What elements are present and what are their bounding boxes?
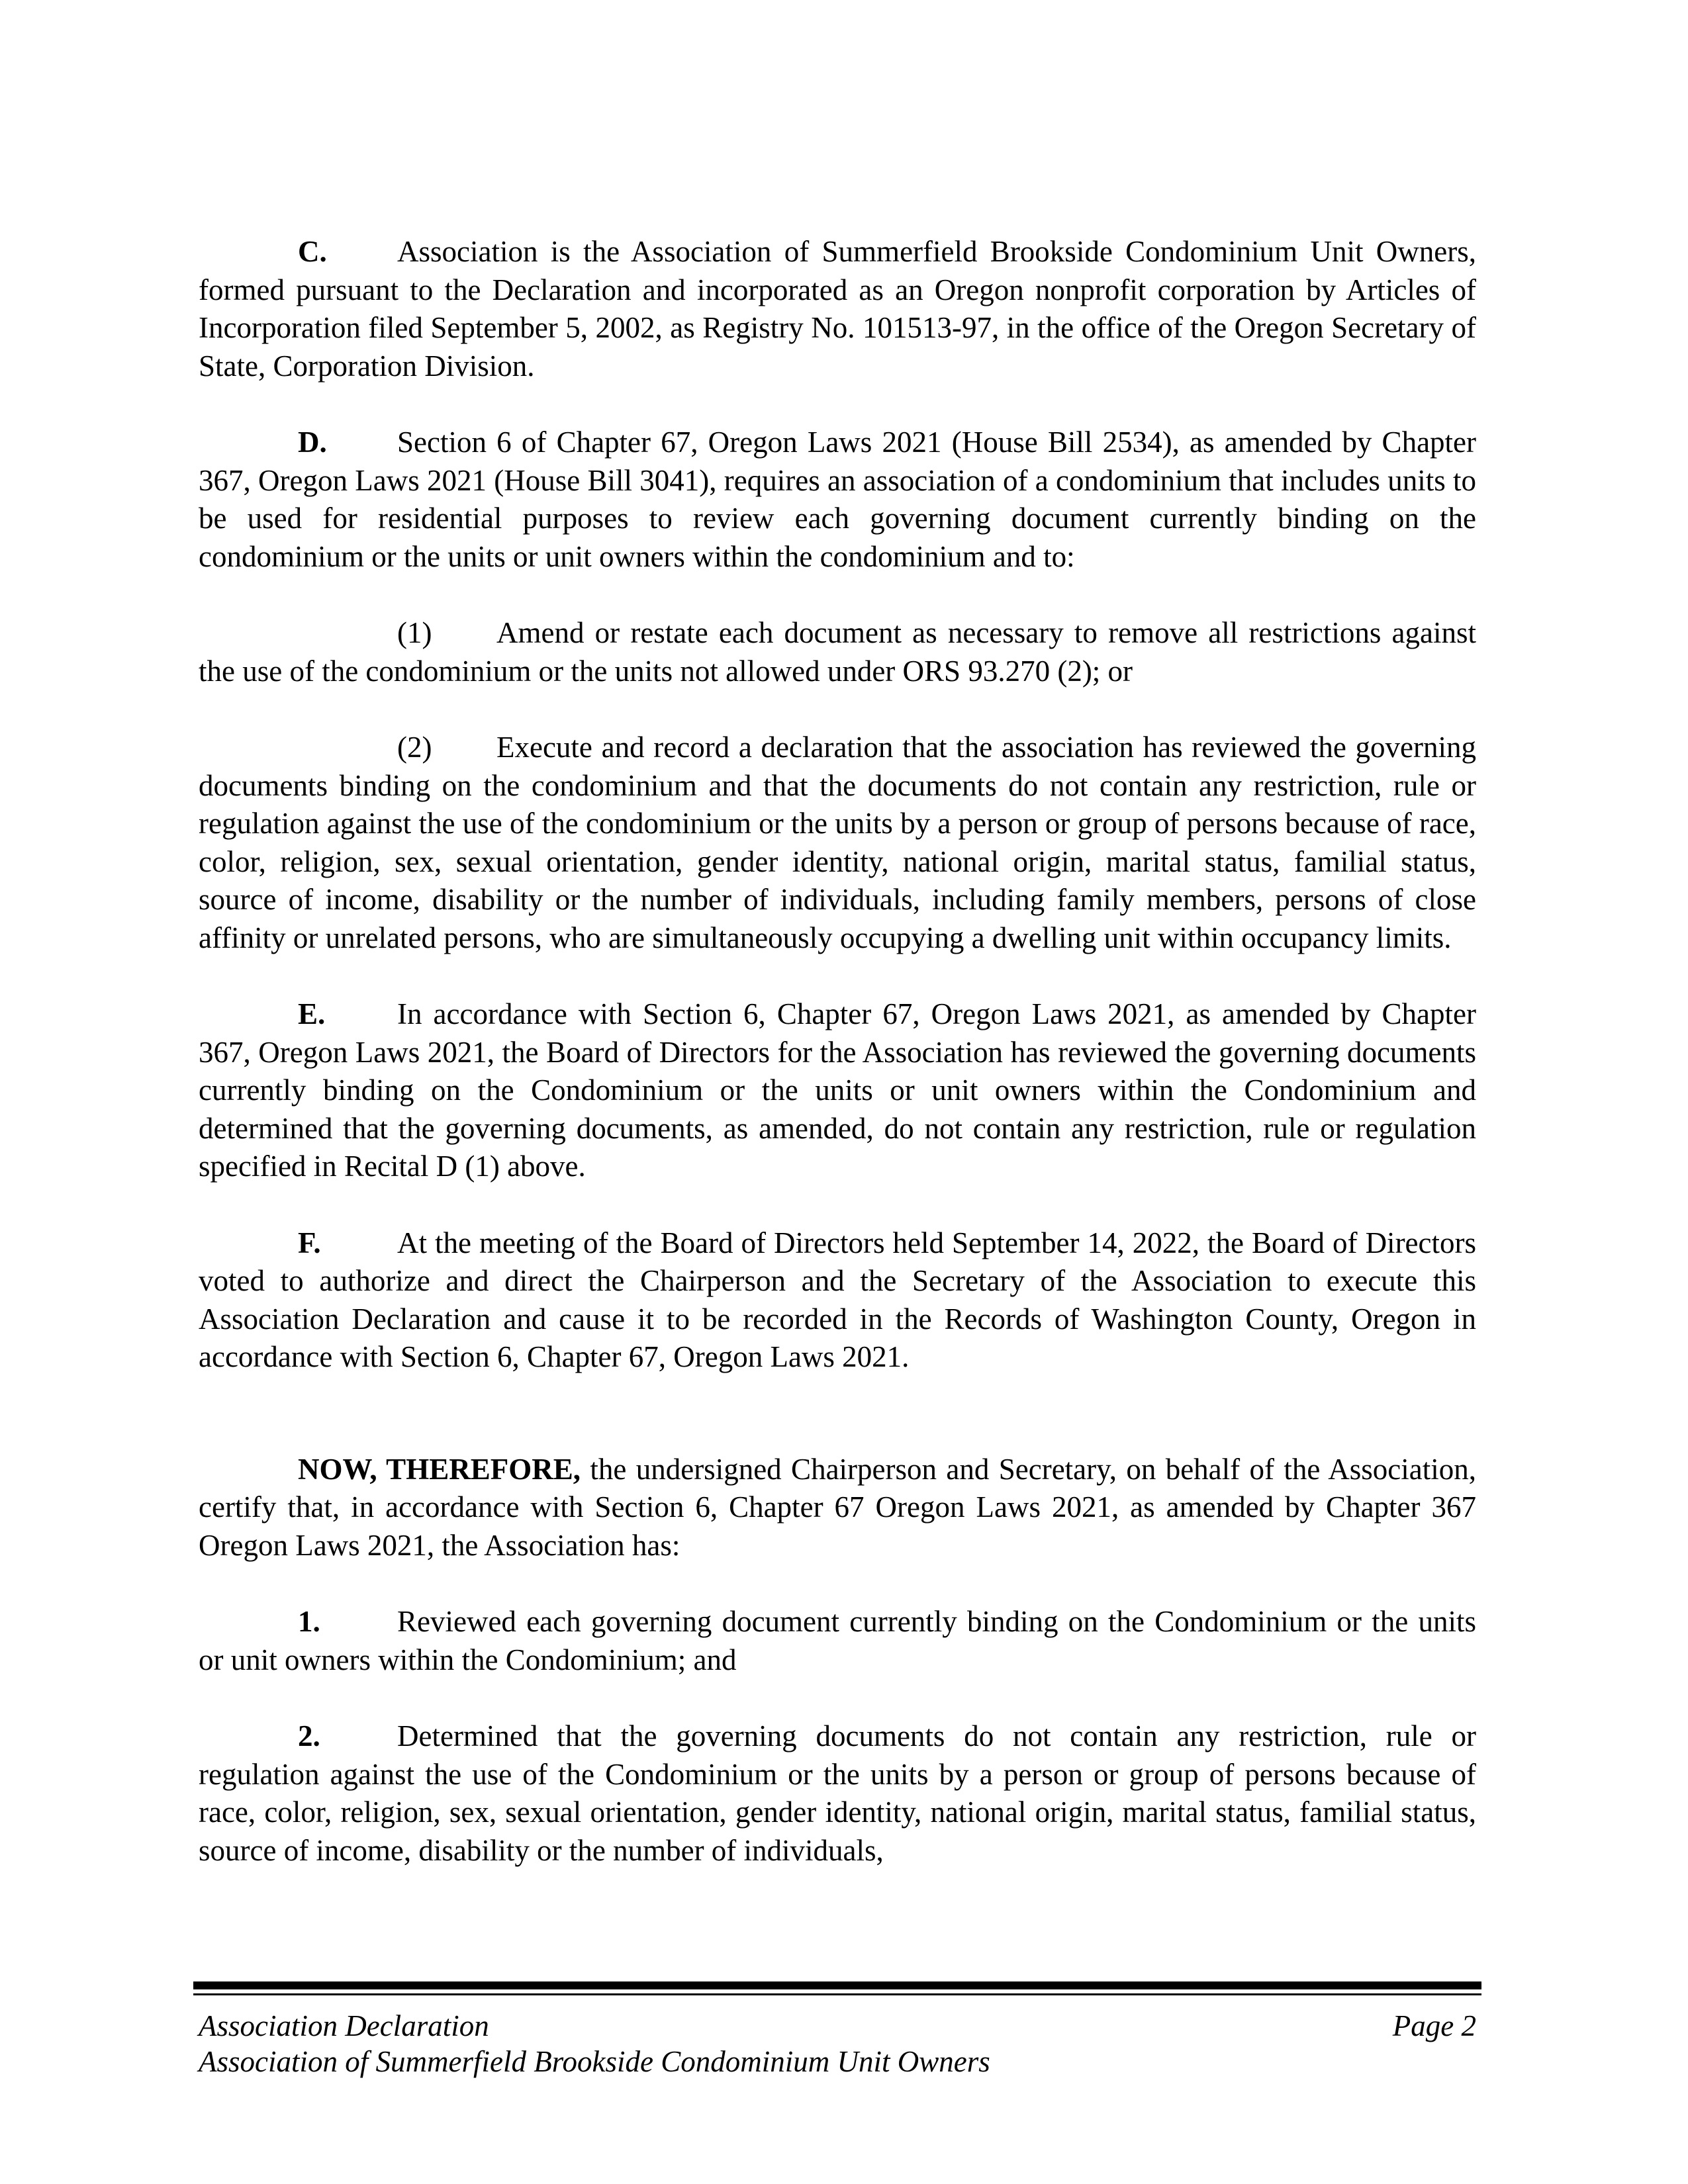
footer-doc-title: Association Declaration bbox=[199, 2009, 489, 2042]
page-footer bbox=[199, 2008, 1476, 2079]
sub-item-marker: (2) bbox=[397, 731, 432, 764]
sub-item-1 bbox=[199, 614, 1476, 690]
footer-page-number: Page 2 bbox=[1392, 2009, 1476, 2042]
recital-text: In accordance with Section 6, Chapter 67, Oregon Laws 2021, as amended by Chapter 367, Oregon Laws 2021, the Board of Directors for the Association has reviewed the governing documents currently binding on the Condominium or the units or unit owners within the Condominium and determined that the governing documents, as amended, do not contain any restriction, rule or regulation specified in Recital D (1) above. bbox=[199, 997, 1476, 1183]
recital-f bbox=[199, 1224, 1476, 1377]
finding-2 bbox=[199, 1717, 1476, 1870]
document-body bbox=[199, 233, 1476, 1908]
recital-marker: D. bbox=[298, 426, 327, 459]
finding-marker: 2. bbox=[298, 1719, 320, 1752]
sub-item-text: Execute and record a declaration that the association has reviewed the governing documents binding on the condominium and that the documents do not contain any restriction, rule or regulation against the use of the condominium or the units by a person or group of persons because of race, color, religion, sex, sexual orientation, gender identity, national origin, marital status, familial status, source of income, disability or the number of individuals, including family members, persons of close affinity or unrelated persons, who are simultaneously occupying a dwelling unit within occupancy limits. bbox=[199, 731, 1476, 954]
now-therefore-text: the undersigned Chairperson and Secretary, on behalf of the Association, certify that, in accordance with Section 6, Chapter 67 Oregon Laws 2021, as amended by Chapter 367 Oregon Laws 2021, the Association has: bbox=[199, 1452, 1476, 1562]
recital-text: Association is the Association of Summerfield Brookside Condominium Unit Owners, formed pursuant to the Declaration and incorporated as an Oregon nonprofit corporation by Articles of Incorporation filed September 5, 2002, as Registry No. 101513-97, in the office of the Oregon Secretary of State, Corporation Division. bbox=[199, 235, 1476, 383]
finding-1 bbox=[199, 1603, 1476, 1679]
recital-marker: F. bbox=[298, 1226, 321, 1259]
recital-c bbox=[199, 233, 1476, 385]
sub-item-2 bbox=[199, 729, 1476, 957]
footer-association-name: Association of Summerfield Brookside Condominium Unit Owners bbox=[199, 2045, 990, 2078]
recital-marker: C. bbox=[298, 235, 327, 268]
sub-item-text: Amend or restate each document as necessary to remove all restrictions against the use of the condominium or the units not allowed under ORS 93.270 (2); or bbox=[199, 616, 1476, 688]
now-therefore-clause bbox=[199, 1451, 1476, 1565]
footer-rule-thick bbox=[193, 1981, 1481, 1989]
finding-marker: 1. bbox=[298, 1605, 320, 1638]
footer-row bbox=[199, 2008, 1476, 2044]
recital-e bbox=[199, 995, 1476, 1186]
sub-item-marker: (1) bbox=[397, 616, 432, 649]
recital-text: At the meeting of the Board of Directors held September 14, 2022, the Board of Directors voted to authorize and direct the Chairperson and the Secretary of the Association to execute this Association Declaration and cause it to be recorded in the Records of Washington County, Oregon in accordance with Section 6, Chapter 67, Oregon Laws 2021. bbox=[199, 1226, 1476, 1373]
recital-d bbox=[199, 424, 1476, 576]
now-therefore-lead: NOW, THEREFORE, bbox=[298, 1452, 581, 1486]
recital-text: Section 6 of Chapter 67, Oregon Laws 2021 (House Bill 2534), as amended by Chapter 367, Oregon Laws 2021 (House Bill 3041), requires an association of a condominium that includes units to be used for residential purposes to review each governing document currently binding on the condominium or the units or unit owners within the condominium and to: bbox=[199, 426, 1476, 573]
recital-marker: E. bbox=[298, 997, 326, 1030]
footer-rule-thin bbox=[193, 1993, 1481, 1995]
finding-text: Reviewed each governing document currently binding on the Condominium or the units or unit owners within the Condominium; and bbox=[199, 1605, 1476, 1676]
finding-text: Determined that the governing documents do not contain any restriction, rule or regulation against the use of the Condominium or the units by a person or group of persons because of race, color, religion, sex, sexual orientation, gender identity, national origin, marital status, familial status, source of income, disability or the number of individuals, bbox=[199, 1719, 1476, 1867]
